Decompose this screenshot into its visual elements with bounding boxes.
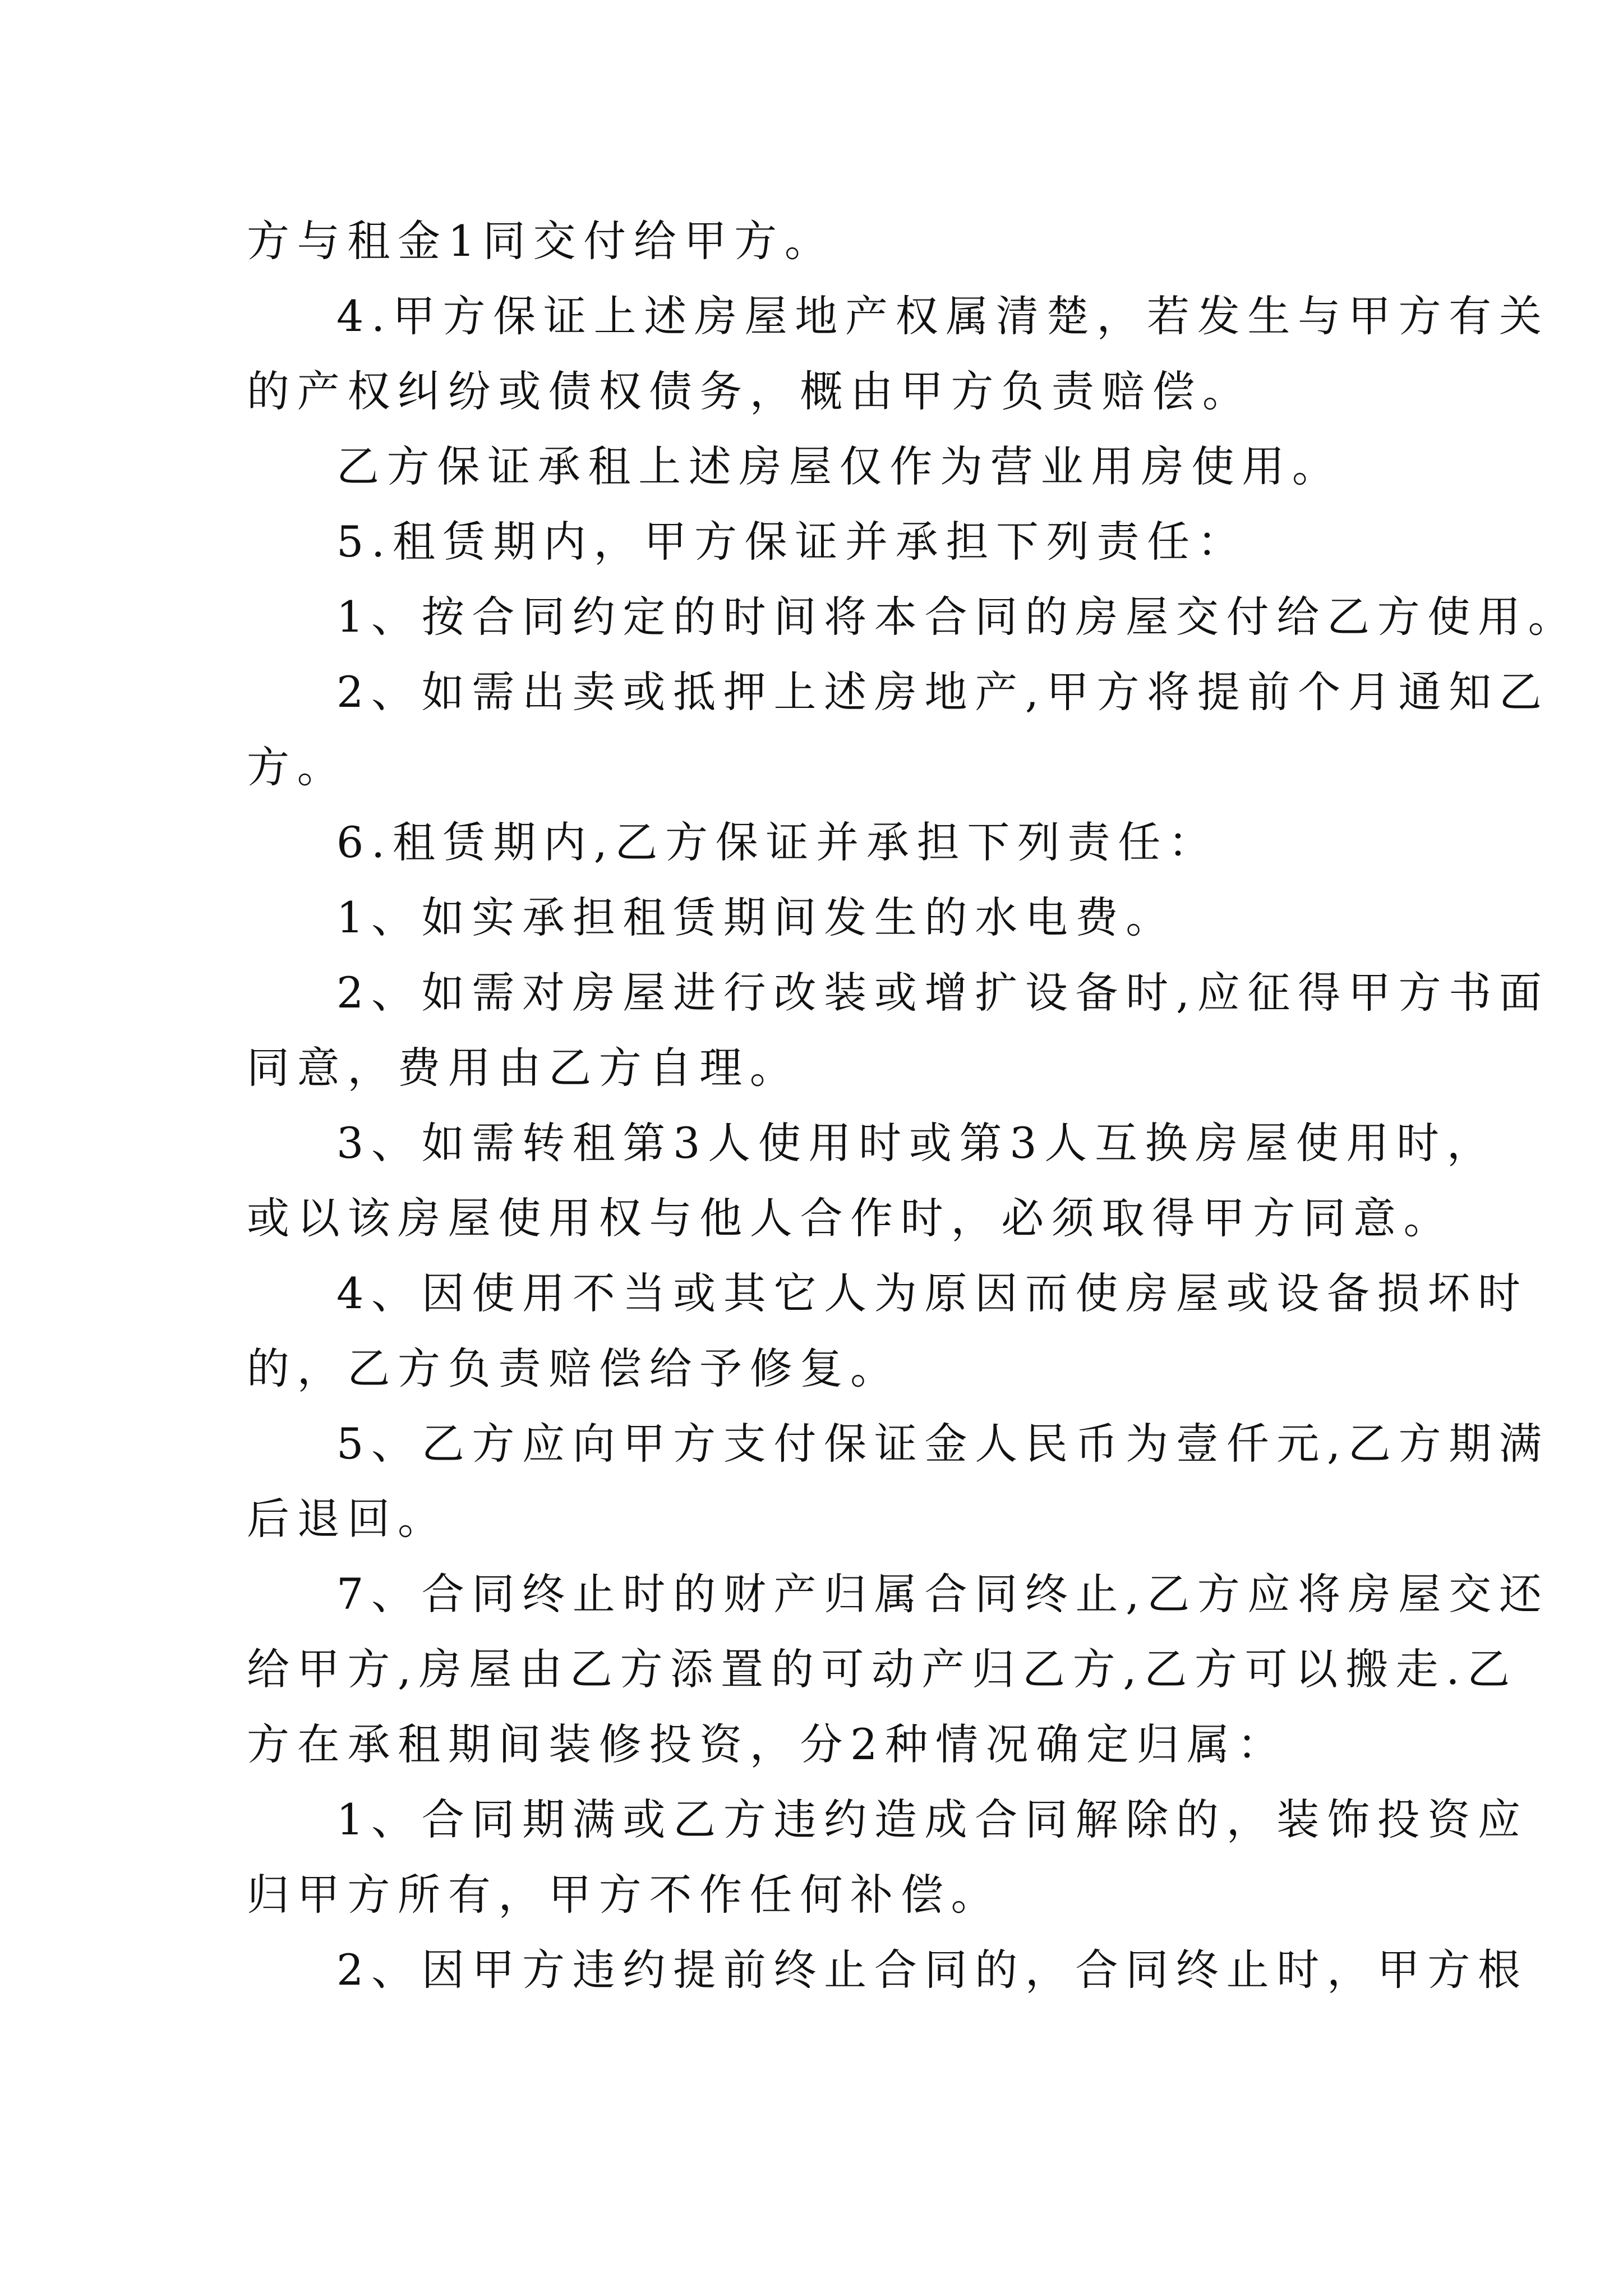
- text-line-6: 1、按合同约定的时间将本合同的房屋交付给乙方使用。: [336, 592, 1579, 642]
- text-line-16: 的，乙方负责赔偿给予修复。: [247, 1343, 901, 1393]
- text-line-17: 5、乙方应向甲方支付保证金人民币为壹仟元,乙方期满: [336, 1419, 1550, 1469]
- text-line-10: 1、如实承担租赁期间发生的水电费。: [336, 892, 1176, 942]
- text-line-24: 2、因甲方违约提前终止合同的，合同终止时，甲方根: [336, 1945, 1528, 1995]
- text-line-23: 归甲方所有，甲方不作任何补偿。: [247, 1870, 1002, 1920]
- text-line-21: 方在承租期间装修投资，分2种情况确定归属：: [247, 1719, 1288, 1769]
- text-line-1: 方与租金1同交付给甲方。: [247, 216, 835, 266]
- text-line-5: 5.租赁期内，甲方保证并承担下列责任：: [336, 517, 1248, 567]
- text-line-4: 乙方保证承租上述房屋仅作为营业用房使用。: [336, 441, 1343, 491]
- text-line-18: 后退回。: [247, 1494, 448, 1544]
- text-line-12: 同意，费用由乙方自理。: [247, 1043, 800, 1093]
- text-line-19: 7、合同终止时的财产归属合同终止,乙方应将房屋交还: [336, 1569, 1550, 1619]
- text-line-2: 4.甲方保证上述房屋地产权属清楚，若发生与甲方有关: [336, 291, 1550, 341]
- text-line-13: 3、如需转租第3人使用时或第3人互换房屋使用时，: [336, 1118, 1497, 1168]
- text-line-9: 6.租赁期内,乙方保证并承担下列责任：: [336, 817, 1219, 867]
- text-line-3: 的产权纠纷或债权债务，概由甲方负责赔偿。: [247, 366, 1253, 416]
- text-line-15: 4、因使用不当或其它人为原因而使房屋或设备损坏时: [336, 1268, 1528, 1318]
- text-line-14: 或以该房屋使用权与他人合作时，必须取得甲方同意。: [247, 1193, 1454, 1243]
- text-line-11: 2、如需对房屋进行改装或增扩设备时,应征得甲方书面: [336, 968, 1550, 1018]
- text-line-22: 1、合同期满或乙方违约造成合同解除的，装饰投资应: [336, 1795, 1528, 1844]
- text-line-7: 2、如需出卖或抵押上述房地产,甲方将提前个月通知乙: [336, 667, 1550, 717]
- text-line-8: 方。: [247, 742, 348, 792]
- text-line-20: 给甲方,房屋由乙方添置的可动产归乙方,乙方可以搬走.乙: [247, 1644, 1518, 1694]
